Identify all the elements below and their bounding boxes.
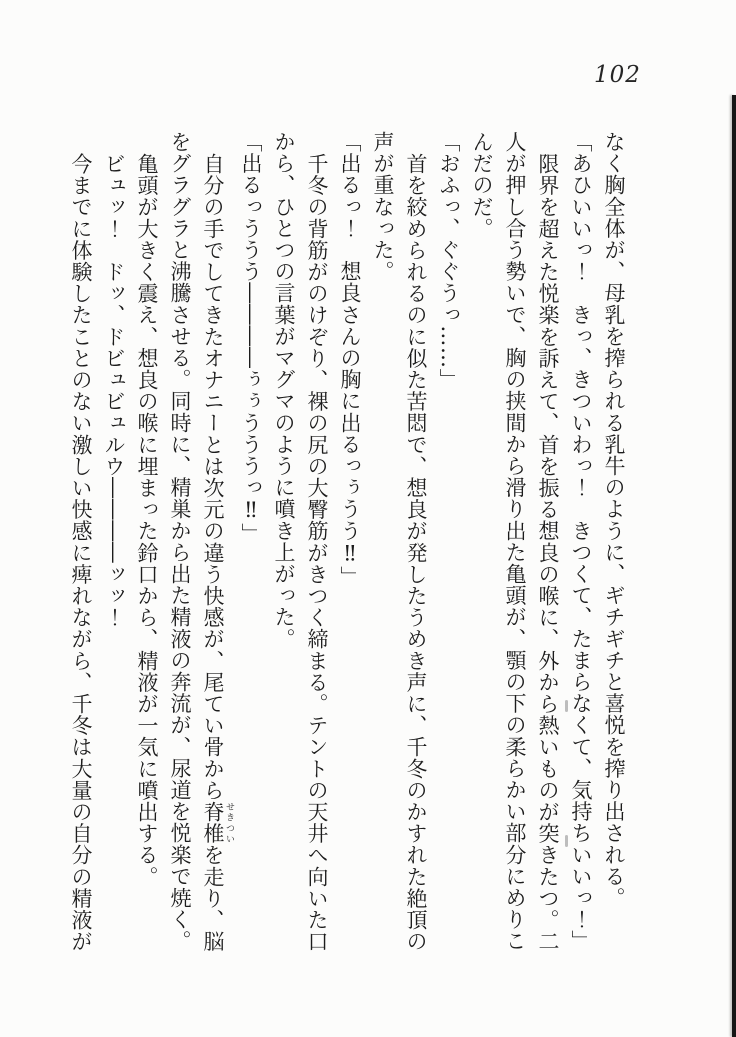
text-line: んだのだ。 <box>470 131 494 239</box>
text-line: 人が押し合う勢いで、胸の挟間から滑り出た亀頭が、顎の下の柔らかい部分にめりこ <box>503 131 527 952</box>
text-line: 今までに体験したことのない激しい快感に痺れながら、千冬は大量の自分の精液が <box>69 153 93 953</box>
text-line: なく胸全体が、母乳を搾られる乳牛のように、ギチギチと喜悦を搾り出される。 <box>602 131 626 909</box>
text-line: ビュッ！ ドッ、ドビュビュルウ――――ッッ！ <box>102 153 126 629</box>
page-number: 102 <box>594 62 641 88</box>
text-line: をグラグラと沸騰させる。同時に、精巣から出た精液の奔流が、尿道を悦楽で焼く。 <box>168 131 192 952</box>
text-line: 自分の手でしてきたオナニーとは次元の違う快感が、尾てい骨から脊椎 せきついを走り、脳 <box>201 153 234 953</box>
scan-artifact <box>565 835 568 847</box>
text-line: 声が重なった。 <box>371 131 395 283</box>
scan-edge-shadow <box>732 95 736 1037</box>
furigana-annotated-word: 脊椎 せきつい <box>201 801 234 845</box>
text-line: 「あひいいっ！ きっ、きついわっ！ きつくて、たまらなくて、気持ちいいっ！」 <box>569 131 593 952</box>
text-line: 「出るっ！ 想良さんの胸に出るっぅうう‼」 <box>338 131 362 588</box>
text-line: 「出るっううう――――ぅぅうううっ‼」 <box>239 131 263 545</box>
text-line: 首を絞められるのに似た苦悶で、想良が発したうめき声に、千冬のかすれた絶頂の <box>404 153 428 953</box>
text-line: から、ひとつの言葉がマグマのように噴き上がった。 <box>272 131 296 650</box>
scan-artifact <box>565 700 568 712</box>
text-line: 千冬の背筋がのけぞり、裸の尻の大臀筋がきつく締まる。テントの天井へ向いた口 <box>305 153 329 953</box>
text-line: 亀頭が大きく震え、想良の喉に埋まった鈴口から、精液が一気に噴出する。 <box>135 153 159 888</box>
page-text <box>64 131 630 959</box>
text-line: 「おふっ、ぐぐうっ……」 <box>437 131 461 391</box>
text-line: 限界を超えた悦楽を訴えて、首を振る想良の喉に、外から熱いものが突きたつ。二 <box>536 153 560 953</box>
